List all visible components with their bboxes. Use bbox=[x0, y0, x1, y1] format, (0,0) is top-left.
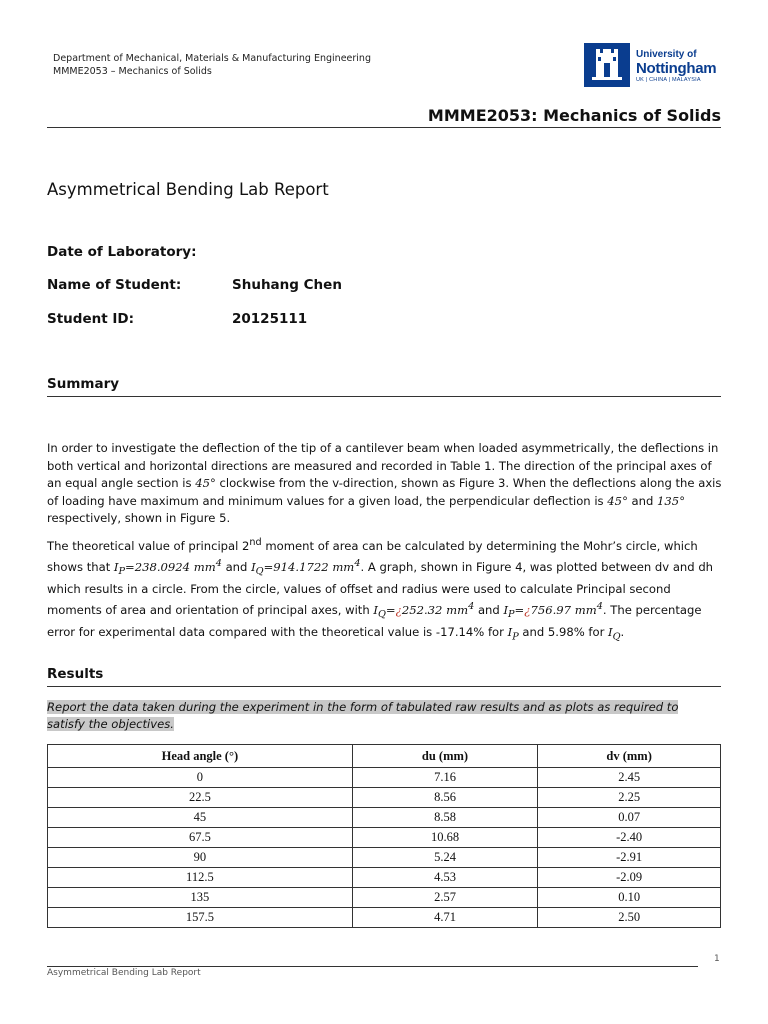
footer-title: Asymmetrical Bending Lab Report bbox=[47, 968, 201, 978]
table-cell: -2.09 bbox=[538, 868, 721, 888]
student-id-label: Student ID: bbox=[47, 311, 134, 327]
table-cell: 67.5 bbox=[48, 828, 353, 848]
table-cell: 4.53 bbox=[352, 868, 537, 888]
summary-divider bbox=[47, 396, 721, 397]
table-header-row bbox=[48, 745, 721, 768]
summary-paragraph-1: In order to investigate the deflection of the tip of a cantilever beam when loaded asymmetrically, the deflections in both vertical and horizontal directions are measured and recorded in Table 1. The direction of the principal axes of an equal angle section is 45° clockwise from the v-direction, shown as Figure 3. When the deflections along the axis of loading have maximum and minimum values for a given load, the perpendicular deflection is 45° and 135° respectively, shown in Figure 5. bbox=[47, 441, 722, 525]
table-row bbox=[48, 788, 721, 808]
table-cell: 112.5 bbox=[48, 868, 353, 888]
table-cell: 22.5 bbox=[48, 788, 353, 808]
table-row bbox=[48, 828, 721, 848]
table-cell: 0.10 bbox=[538, 888, 721, 908]
footer-divider bbox=[47, 966, 698, 967]
table-cell: 5.24 bbox=[352, 848, 537, 868]
table-cell: 2.45 bbox=[538, 768, 721, 788]
table-cell: 90 bbox=[48, 848, 353, 868]
student-name-label: Name of Student: bbox=[47, 277, 182, 293]
table-cell: 135 bbox=[48, 888, 353, 908]
table-row bbox=[48, 768, 721, 788]
report-title: Asymmetrical Bending Lab Report bbox=[47, 180, 329, 199]
department-header bbox=[53, 52, 371, 78]
column-header-head-angle: Head angle (°) bbox=[48, 745, 353, 768]
table-row bbox=[48, 908, 721, 928]
column-header-dv: dv (mm) bbox=[538, 745, 721, 768]
date-label: Date of Laboratory: bbox=[47, 244, 197, 260]
table-cell: 7.16 bbox=[352, 768, 537, 788]
table-cell: 0.07 bbox=[538, 808, 721, 828]
results-heading: Results bbox=[47, 666, 104, 682]
column-header-du: du (mm) bbox=[352, 745, 537, 768]
table-cell: 8.56 bbox=[352, 788, 537, 808]
logo-line-3: UK | CHINA | MALAYSIA bbox=[636, 77, 701, 83]
results-divider bbox=[47, 686, 721, 687]
course-title: MMME2053: Mechanics of Solids bbox=[427, 106, 721, 125]
page-number: 1 bbox=[714, 954, 720, 964]
student-id-value: 20125111 bbox=[232, 311, 308, 327]
student-name-value: Shuhang Chen bbox=[232, 277, 342, 293]
results-instruction: Report the data taken during the experiment in the form of tabulated raw results and as plots as required to satisfy the objectives. bbox=[47, 700, 679, 731]
department-name: Department of Mechanical, Materials & Manufacturing Engineering bbox=[53, 53, 371, 64]
table-cell: -2.91 bbox=[538, 848, 721, 868]
table-cell: 45 bbox=[48, 808, 353, 828]
university-logo bbox=[584, 43, 717, 87]
table-cell: 2.25 bbox=[538, 788, 721, 808]
logo-line-1: University of bbox=[636, 49, 697, 60]
summary-body bbox=[47, 440, 723, 646]
summary-paragraph-2: The theoretical value of principal 2nd moment of area can be calculated by determining the Mohr’s circle, which shows that $I_P=238.0924$ $mm^4$ and $I_Q=914.1722$ $mm^4$. A graph, shown in Figure 4, was plotted between dv and dh which results in a circle. From the circle, values of offset and radius were used to calculate Principal second moments of area and orientation of principal axes, with $I_Q=¿252.32$ $mm^4$ and $I_P=¿756.97$ $mm^4$. The percentage error for experimental data compared with the theoretical value is -17.14% for $I_P$ and 5.98% for $I_Q$. bbox=[47, 536, 714, 643]
table-cell: 8.58 bbox=[352, 808, 537, 828]
table-cell: 10.68 bbox=[352, 828, 537, 848]
table-cell: 2.50 bbox=[538, 908, 721, 928]
table-row bbox=[48, 888, 721, 908]
table-row bbox=[48, 808, 721, 828]
table-cell: 2.57 bbox=[352, 888, 537, 908]
table-row bbox=[48, 868, 721, 888]
summary-heading: Summary bbox=[47, 376, 120, 392]
table-cell: -2.40 bbox=[538, 828, 721, 848]
table-cell: 4.71 bbox=[352, 908, 537, 928]
logo-line-2: Nottingham bbox=[636, 60, 717, 77]
header-divider bbox=[47, 127, 721, 128]
results-table bbox=[47, 744, 721, 928]
castle-crest-icon bbox=[584, 43, 630, 87]
table-cell: 157.5 bbox=[48, 908, 353, 928]
table-row bbox=[48, 848, 721, 868]
table-cell: 0 bbox=[48, 768, 353, 788]
course-name: MMME2053 – Mechanics of Solids bbox=[53, 66, 212, 77]
